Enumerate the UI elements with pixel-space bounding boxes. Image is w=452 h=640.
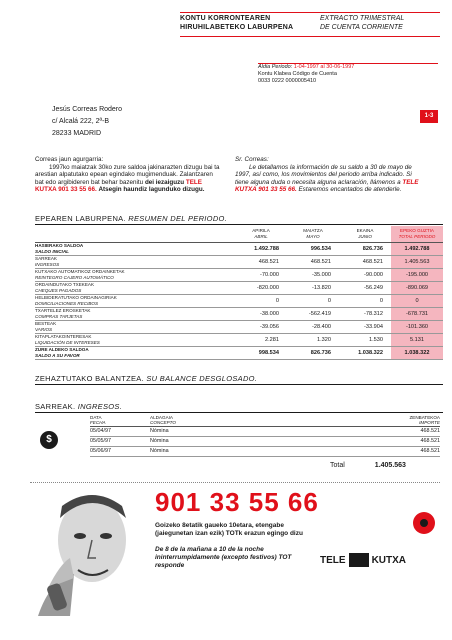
summary-row-label-es: DOMICILIACIONES RECIBOS	[35, 300, 99, 306]
header-title-basque-line1: KONTU KORRONTEAREN	[180, 15, 271, 22]
income-total-label: Total	[330, 462, 345, 469]
summary-cell-total: -890.069	[391, 281, 443, 294]
income-col-date-es: FECHA	[90, 419, 106, 425]
summary-cell-total: -101.360	[391, 320, 443, 333]
breakdown-title-rule	[35, 384, 443, 385]
summary-header-blank	[35, 226, 235, 242]
summary-row-label-eu: ZURE ALDEKO SALDOA	[35, 346, 89, 352]
income-cell-concept: Nómina	[150, 446, 350, 456]
summary-row-label-eu: TXARTELEZ EROSKETAK	[35, 307, 91, 313]
summary-row-label	[35, 242, 235, 255]
summary-col-may	[287, 226, 339, 242]
summary-cell: -35.000	[287, 268, 339, 281]
income-title-rule	[35, 412, 443, 413]
breakdown-title	[35, 374, 257, 383]
summary-row	[35, 320, 443, 333]
greeting-basque-phone: TELE KUTXA 901 33 55 66.	[35, 178, 202, 194]
summary-cell: -562.419	[287, 307, 339, 320]
summary-cell: -28.400	[287, 320, 339, 333]
income-cell-amount: 468.521	[350, 426, 440, 436]
summary-row	[35, 281, 443, 294]
summary-cell: -90.000	[339, 268, 391, 281]
income-col-amount-es: IMPORTE	[419, 419, 440, 425]
greeting-basque-call: dei iezaiguzu	[144, 178, 185, 186]
summary-row-label-eu: KUTXAKO AUTOMATIKOZ ORDAINKETAK	[35, 268, 125, 274]
summary-row-label-es: COMPRAS TARJETAS	[35, 313, 83, 319]
logo-kutxa: KUTXA	[371, 554, 407, 566]
income-cell-concept: Nómina	[150, 436, 350, 446]
summary-row-label-es: INGRESOS	[35, 261, 60, 267]
summary-cell-total: 1.038.322	[391, 346, 443, 359]
summary-cell: -70.000	[235, 268, 287, 281]
telekutxa-logo	[320, 552, 420, 568]
summary-cell: 826.736	[339, 242, 391, 255]
summary-cell: 1.320	[287, 333, 339, 346]
income-row	[90, 426, 440, 436]
summary-row-label	[35, 333, 235, 346]
summary-row-label	[35, 346, 235, 359]
summary-row	[35, 268, 443, 281]
summary-title-spanish: RESUMEN DEL PERIODO.	[128, 214, 228, 223]
summary-row-label-es: CHEQUES PAGADOS	[35, 287, 82, 293]
promo-phone-number: 901 33 55 66	[155, 487, 319, 517]
greeting-spanish-closing: Estaremos encantados de atenderle.	[298, 186, 402, 194]
greeting-spanish	[235, 156, 425, 194]
summary-row	[35, 255, 443, 268]
summary-cell: 468.521	[339, 255, 391, 268]
summary-cell: 1.530	[339, 333, 391, 346]
summary-row	[35, 333, 443, 346]
summary-cell: 2.281	[235, 333, 287, 346]
summary-row-label	[35, 255, 235, 268]
income-cell-concept: Nómina	[150, 426, 350, 436]
col-june-es: JUNIO	[358, 233, 372, 239]
income-row	[90, 446, 440, 456]
greeting-basque-salute: Correas jaun agurgarria:	[35, 156, 104, 163]
header-bottom-rule	[180, 36, 440, 37]
summary-cell: 998.534	[235, 346, 287, 359]
greeting-spanish-text: Le detallamos la información de su saldo a 30 de mayo de 1997, así como, los movimientos del periodo arriba indicado. Si tiene alguna duda o necesita alguna aclaración, llámenos a	[235, 163, 412, 186]
summary-row-label-es: SALDO A SU FAVOR	[35, 352, 80, 358]
income-title-spanish: INGRESOS.	[77, 402, 123, 411]
income-table	[90, 414, 440, 457]
income-col-concept-eu: ALDAGAIA	[150, 414, 173, 420]
promo-text-basque	[155, 522, 335, 538]
promo-portrait-image	[30, 488, 148, 616]
summary-row	[35, 294, 443, 307]
summary-cell: -13.820	[287, 281, 339, 294]
promo-spanish-line2: ininterrumpidamente (excepto festivos) TOT	[155, 554, 292, 561]
income-col-date	[90, 414, 150, 426]
summary-title	[35, 214, 227, 223]
address-block	[52, 104, 122, 140]
header-title-basque	[180, 14, 300, 32]
summary-cell: 468.521	[235, 255, 287, 268]
summary-cell: 826.736	[287, 346, 339, 359]
summary-row-label	[35, 268, 235, 281]
header-title-spanish-line1: EXTRACTO TRIMESTRAL	[320, 15, 405, 22]
promo-spanish-line3: responde	[155, 562, 185, 569]
summary-cell-total: -678.731	[391, 307, 443, 320]
income-row	[90, 436, 440, 446]
col-total-eu: EPEKO GUZTIA	[400, 228, 434, 234]
col-april-es: ABRIL	[254, 233, 268, 239]
promo-basque-line1: Goizeko 8etatik gaueko 10etara, etengabe	[155, 522, 284, 529]
money-bag-icon: $	[40, 431, 58, 449]
income-col-concept-es: CONCEPTO	[150, 419, 176, 425]
recipient-street: c/ Alcalá 222, 2ª-B	[52, 118, 110, 125]
summary-row-label-eu: HASIERAKO SALDOA	[35, 242, 84, 248]
summary-cell: 1.038.322	[339, 346, 391, 359]
brand-dot-icon	[413, 512, 435, 534]
summary-title-rule	[35, 224, 443, 225]
summary-cell-total: -195.000	[391, 268, 443, 281]
summary-cell-total: 0	[391, 294, 443, 307]
summary-row-label-es: LIQUIDACIÓN DE INTERESES	[35, 339, 100, 345]
col-june-eu: EKAINA	[356, 228, 374, 234]
summary-row-label-es: SALDO INICIAL	[35, 248, 69, 254]
summary-row-label-es: REINTEGRO CAJERO AUTOMÁTICO	[35, 274, 114, 280]
income-col-concept	[150, 414, 350, 426]
summary-col-total	[391, 226, 443, 242]
income-col-amount	[350, 414, 440, 426]
account-number: 0033 0222 0000005410	[258, 78, 317, 84]
summary-row-label-eu: HELBIDERATUTAKO ORDAINAGIRIAK	[35, 294, 117, 300]
summary-row	[35, 346, 443, 359]
header-top-rule	[180, 12, 440, 13]
summary-cell: -38.000	[235, 307, 287, 320]
summary-row-label-es: VARIOS	[35, 326, 53, 332]
logo-tele: TELE	[320, 554, 346, 566]
period-range: 1-04-1997 al 30-06-1997	[293, 64, 355, 70]
summary-cell-total: 5.131	[391, 333, 443, 346]
summary-cell: 996.534	[287, 242, 339, 255]
summary-cell: -56.249	[339, 281, 391, 294]
summary-cell: 1.492.788	[235, 242, 287, 255]
income-cell-date: 05/06/97	[90, 446, 150, 456]
period-rule	[258, 63, 438, 64]
summary-cell: 0	[235, 294, 287, 307]
income-title	[35, 402, 122, 411]
summary-cell: -78.312	[339, 307, 391, 320]
income-cell-date: 05/05/97	[90, 436, 150, 446]
page-tab: 1-3	[420, 110, 438, 123]
summary-cell-total: 1.492.788	[391, 242, 443, 255]
summary-row	[35, 307, 443, 320]
greeting-spanish-phone: TELE KUTXA 901 33 55 66.	[235, 178, 419, 194]
promo-spanish-line1: De 8 de la mañana a 10 de la noche	[155, 546, 264, 553]
col-total-es: TOTAL PERIODO	[398, 233, 436, 239]
summary-row	[35, 242, 443, 255]
income-total-value: 1.405.563	[374, 462, 406, 469]
summary-col-april	[235, 226, 287, 242]
summary-cell: 468.521	[287, 255, 339, 268]
income-total	[330, 462, 406, 469]
summary-row-label	[35, 307, 235, 320]
promo-text-spanish	[155, 546, 335, 570]
income-cell-date: 05/04/97	[90, 426, 150, 436]
summary-table	[35, 226, 443, 360]
income-header-row	[90, 414, 440, 426]
greeting-basque	[35, 156, 220, 194]
summary-row-label	[35, 281, 235, 294]
breakdown-title-basque: ZEHAZTUTAKO BALANTZEA.	[35, 374, 144, 383]
period-label: Aldia Periodo:	[258, 64, 293, 70]
promo-separator	[30, 482, 440, 483]
summary-row-label-eu: ORDAINDUTAKO TXEKEAK	[35, 281, 95, 287]
breakdown-title-spanish: SU BALANCE DESGLOSADO.	[146, 374, 258, 383]
summary-row-label-eu: BESTEAK	[35, 320, 57, 326]
income-title-basque: SARREAK.	[35, 402, 76, 411]
summary-cell: 0	[287, 294, 339, 307]
summary-cell: -33.904	[339, 320, 391, 333]
period-block	[258, 64, 354, 85]
col-may-eu: MAIATZA	[303, 228, 323, 234]
greeting-spanish-salute: Sr. Correas:	[235, 156, 269, 163]
header-title-spanish	[320, 14, 435, 32]
summary-row-label-eu: KITAPLATAKOINTERESAK	[35, 333, 92, 339]
promo-basque-line2: (jaiegunetan izan ezik) TOTk erazun egingo dizu	[155, 530, 303, 537]
summary-cell: -39.056	[235, 320, 287, 333]
recipient-name: Jesús Correas Rodero	[52, 106, 123, 113]
summary-cell: -820.000	[235, 281, 287, 294]
greeting-basque-text: 1997ko maiatzak 30ko zure saldoa jakinarazten dizugu bai ta arestian alpatutako epean egindako mugimenduak. Zalantzaren bat edo argibideren bat behar bazenitu	[35, 163, 220, 186]
summary-cell-total: 1.405.563	[391, 255, 443, 268]
summary-row-label	[35, 320, 235, 333]
income-cell-amount: 468.521	[350, 446, 440, 456]
col-may-es: MAYO	[306, 233, 320, 239]
income-cell-amount: 468.521	[350, 436, 440, 446]
logo-mark-icon	[349, 553, 369, 567]
header-title-basque-line2: HIRUHILABETEKO LABURPENA	[180, 24, 294, 31]
summary-cell: 0	[339, 294, 391, 307]
header-title-spanish-line2: DE CUENTA CORRIENTE	[320, 24, 403, 31]
summary-title-basque: EPEAREN LABURPENA.	[35, 214, 126, 223]
period-line	[258, 64, 354, 71]
summary-row-label-eu: SARREAK	[35, 255, 57, 261]
income-col-amount-eu: ZENBATEKOA	[409, 414, 440, 420]
summary-header-row	[35, 226, 443, 242]
greeting-basque-closing: Atsegin haundiz lagunduko dizugu.	[98, 186, 205, 194]
col-april-eu: APIRILA	[252, 228, 270, 234]
summary-col-june	[339, 226, 391, 242]
recipient-city: 28233 MADRID	[52, 130, 102, 137]
account-label: Kontu Klabea Código de Cuenta	[258, 71, 337, 77]
summary-row-label	[35, 294, 235, 307]
income-col-date-eu: DATA	[90, 414, 102, 420]
